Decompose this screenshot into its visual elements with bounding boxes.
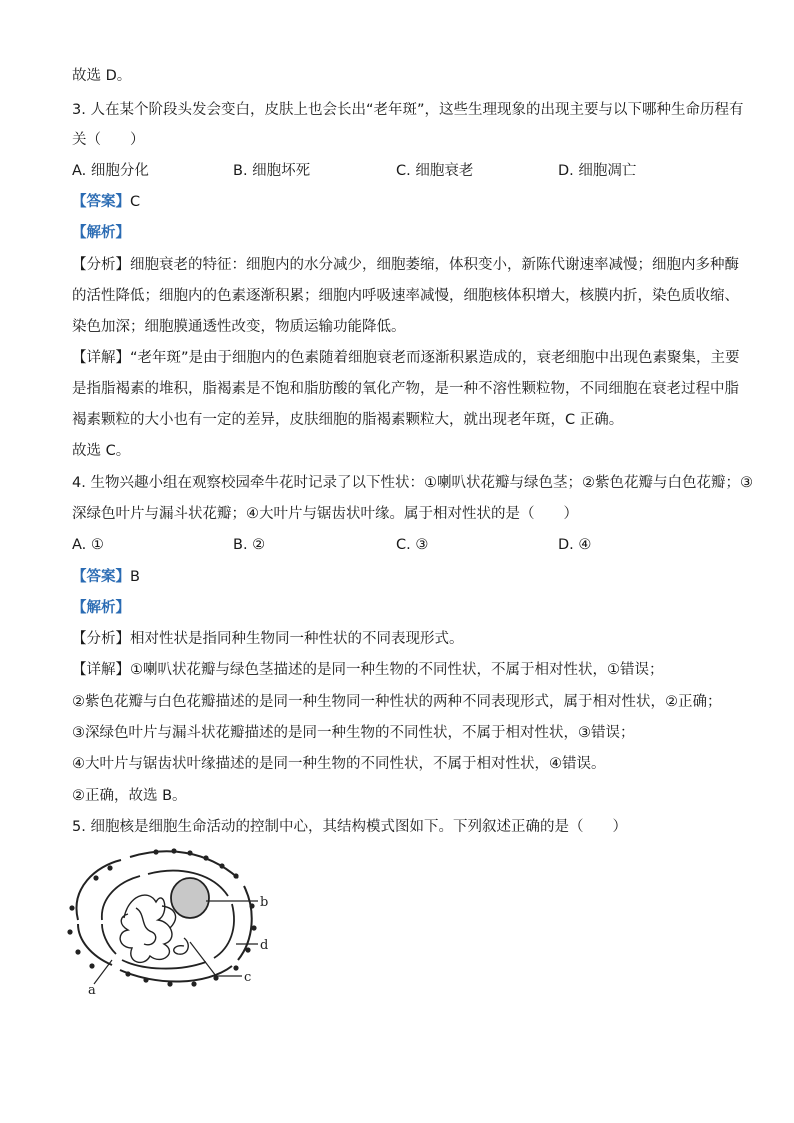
question-4-stem-cont: 深绿色叶片与漏斗状花瓣；④大叶片与锯齿状叶缘。属于相对性状的是（ ） <box>72 506 578 522</box>
question-5-stem: 5. 细胞核是细胞生命活动的控制中心，其结构模式图如下。下列叙述正确的是（ ） <box>72 819 627 835</box>
q3-xiangjie-text: “老年斑”是由于细胞内的色素随着细胞衰老而逐渐积累造成的，衰老细胞中出现色素聚集，主要 <box>130 350 740 366</box>
fenxi-tag: 【分析】 <box>72 257 130 273</box>
q4-analysis-heading <box>72 598 732 618</box>
nucleus-structure-diagram <box>66 848 286 998</box>
question-4-stem: 4. 生物兴趣小组在观察校园牵牛花时记录了以下性状：①喇叭状花瓣与绿色茎；②紫色花瓣与白色花瓣；③ <box>72 475 753 491</box>
answer-tag: 【答案】 <box>72 194 130 210</box>
q4-fenxi <box>72 629 732 649</box>
q4-option-a: A. ① <box>72 537 104 553</box>
q3-fenxi-line2: 的活性降低；细胞内的色素逐渐积累；细胞内呼吸速率减慢，细胞核体积增大，核膜内折，染色质收缩、 <box>72 288 739 304</box>
inner-membrane-arc-5 <box>102 924 116 954</box>
q3-xiangjie <box>72 348 740 368</box>
answer-tag: 【答案】 <box>72 569 130 585</box>
label-d: d <box>260 938 269 953</box>
q3-fenxi-text: 细胞衰老的特征：细胞内的水分减少，细胞萎缩，体积变小，新陈代谢速率减慢；细胞内多种酶 <box>130 257 739 273</box>
q4-answer-value: B <box>130 569 140 585</box>
q4-answer <box>72 567 732 587</box>
xiangjie-tag: 【详解】 <box>72 350 130 366</box>
analysis-tag: 【解析】 <box>72 600 130 616</box>
label-a: a <box>88 983 96 998</box>
q4-xiangjie-line2: ②紫色花瓣与白色花瓣描述的是同一种生物同一种性状的两种不同表现形式，属于相对性状，②正确； <box>72 694 722 710</box>
fenxi-tag: 【分析】 <box>72 631 130 647</box>
answer-conclusion-q2: 故选 D。 <box>72 68 132 84</box>
q4-xiangjie-line3: ③深绿色叶片与漏斗状花瓣描述的是同一种生物的不同性状，不属于相对性状，③错误； <box>72 725 635 741</box>
q3-answer-value: C <box>130 194 141 210</box>
analysis-tag: 【解析】 <box>72 225 130 241</box>
label-b: b <box>260 895 269 910</box>
outer-membrane-arc-5 <box>78 924 112 965</box>
q3-option-b: B. 细胞坏死 <box>233 163 311 179</box>
xiangjie-tag: 【详解】 <box>72 662 130 678</box>
q3-option-d: D. 细胞凋亡 <box>558 163 637 179</box>
q3-analysis-heading <box>72 223 732 243</box>
nucleolus <box>171 878 209 918</box>
question-3-stem-cont: 关（ ） <box>72 132 145 148</box>
inner-membrane-arc-3 <box>214 904 234 958</box>
q3-fenxi-line3: 染色加深；细胞膜通透性改变，物质运输功能降低。 <box>72 319 406 335</box>
q3-option-a: A. 细胞分化 <box>72 163 149 179</box>
q3-xiangjie-line2: 是指脂褐素的堆积，脂褐素是不饱和脂肪酸的氧化产物，是一种不溶性颗粒物，不同细胞在衰老过程中脂 <box>72 381 739 397</box>
q4-option-c: C. ③ <box>396 537 429 553</box>
q3-answer <box>72 192 732 212</box>
q3-xiangjie-line3: 褐素颗粒的大小也有一定的差异，皮肤细胞的脂褐素颗粒大，就出现老年斑，C 正确。 <box>72 412 624 428</box>
label-c: c <box>244 970 252 985</box>
q4-xiangjie-line4: ④大叶片与锯齿状叶缘描述的是同一种生物的不同性状，不属于相对性状，④错误。 <box>72 756 606 772</box>
question-3-stem: 3. 人在某个阶段头发会变白，皮肤上也会长出“老年斑”，这些生理现象的出现主要与以下哪种生命历程有 <box>72 102 744 118</box>
q4-xiangjie <box>72 660 732 680</box>
inner-membrane-arc-1 <box>102 876 140 920</box>
q4-option-d: D. ④ <box>558 537 592 553</box>
q4-conclusion: ②正确，故选 B。 <box>72 788 187 804</box>
q4-option-b: B. ② <box>233 537 266 553</box>
q4-fenxi-text: 相对性状是指同种生物同一种性状的不同表现形式。 <box>130 631 464 647</box>
q3-option-c: C. 细胞衰老 <box>396 163 474 179</box>
q3-conclusion: 故选 C。 <box>72 443 131 459</box>
q3-fenxi <box>72 255 739 275</box>
q4-xiangjie-text: ①喇叭状花瓣与绿色茎描述的是同一种生物的不同性状，不属于相对性状，①错误； <box>130 662 664 678</box>
